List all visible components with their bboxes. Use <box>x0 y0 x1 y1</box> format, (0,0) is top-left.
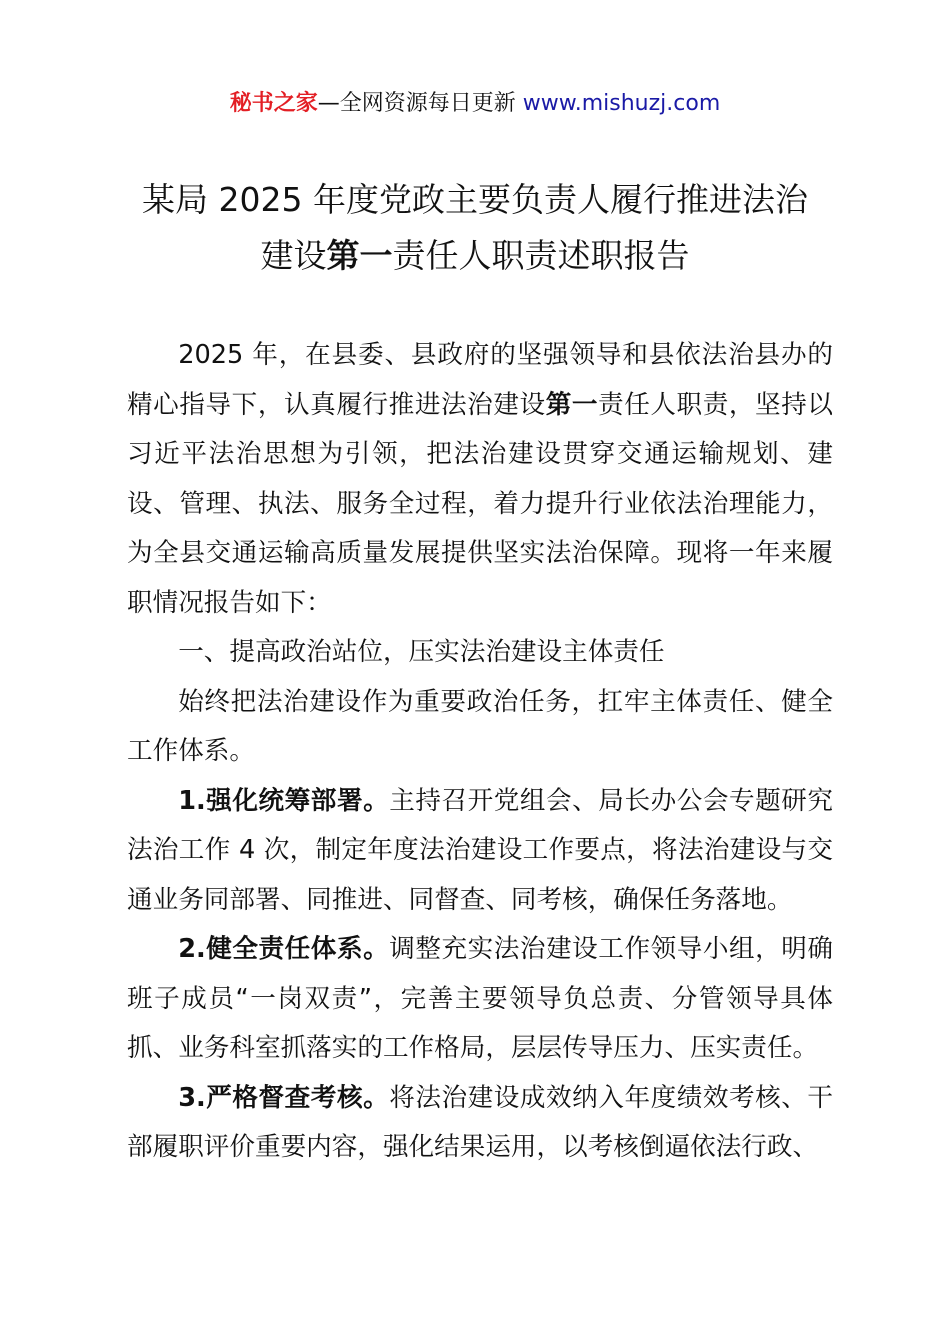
intro-text-b: 责任人职责，坚持以习近平法治思想为引领，把法治建设贯穿交通运输规划、建设、管理、执法、服务全过程，着力提升行业依法治理能力，为全县交通运输高质量发展提供坚实法治保障。现将一年来履职情况报告如下： <box>127 389 833 618</box>
item-1-label: 1.强化统筹部署。 <box>178 785 390 816</box>
section-1-intro: 始终把法治建设作为重要政治任务，扛牢主体责任、健全工作体系。 <box>127 686 833 766</box>
document-title-line-2 <box>110 231 840 281</box>
item-3-label: 3.严格督查考核。 <box>178 1082 390 1113</box>
intro-paragraph <box>127 331 833 628</box>
item-2-label: 2.健全责任体系。 <box>178 934 390 964</box>
item-3-paragraph <box>127 1074 833 1173</box>
item-3-text: 将法治建设成效纳入年度绩效考核、干部履职评价重要内容，强化结果运用，以考核倒逼依法行政、 <box>127 1082 833 1162</box>
intro-text-a: 2025 年，在县委、县政府的坚强领导和县依法治县办的精心指导下，认真履行推进法治建设 <box>127 340 833 420</box>
site-url-link[interactable]: www.mishuzj.com <box>522 91 721 116</box>
section-1-heading: 一、提高政治站位，压实法治建设主体责任 <box>178 637 665 667</box>
item-2-text: 调整充实法治建设工作领导小组，明确班子成员“一岗双责”，完善主要领导负总责、分管领导具体抓、业务科室抓落实的工作格局，层层传导压力、压实责任。 <box>127 934 833 1063</box>
title-text-pre: 建设 <box>260 236 327 275</box>
site-tagline: —全网资源每日更新 <box>317 91 516 116</box>
document-body <box>127 331 833 1173</box>
intro-text-bold: 第一 <box>545 389 599 420</box>
title-text-post: 责任人职责述职报告 <box>392 236 690 275</box>
site-brand: 秘书之家 <box>229 91 318 116</box>
item-1-text: 主持召开党组会、局长办公会专题研究法治工作 4 次，制定年度法治建设工作要点，将法治建设与交通业务同部署、同推进、同督查、同考核，确保任务落地。 <box>127 785 833 915</box>
title-text-bold: 第一 <box>326 236 393 275</box>
document-title-line-1: 某局 2025 年度党政主要负责人履行推进法治 <box>142 180 808 219</box>
site-banner <box>0 88 950 120</box>
item-2-paragraph <box>127 925 833 1074</box>
item-1-paragraph <box>127 777 833 926</box>
